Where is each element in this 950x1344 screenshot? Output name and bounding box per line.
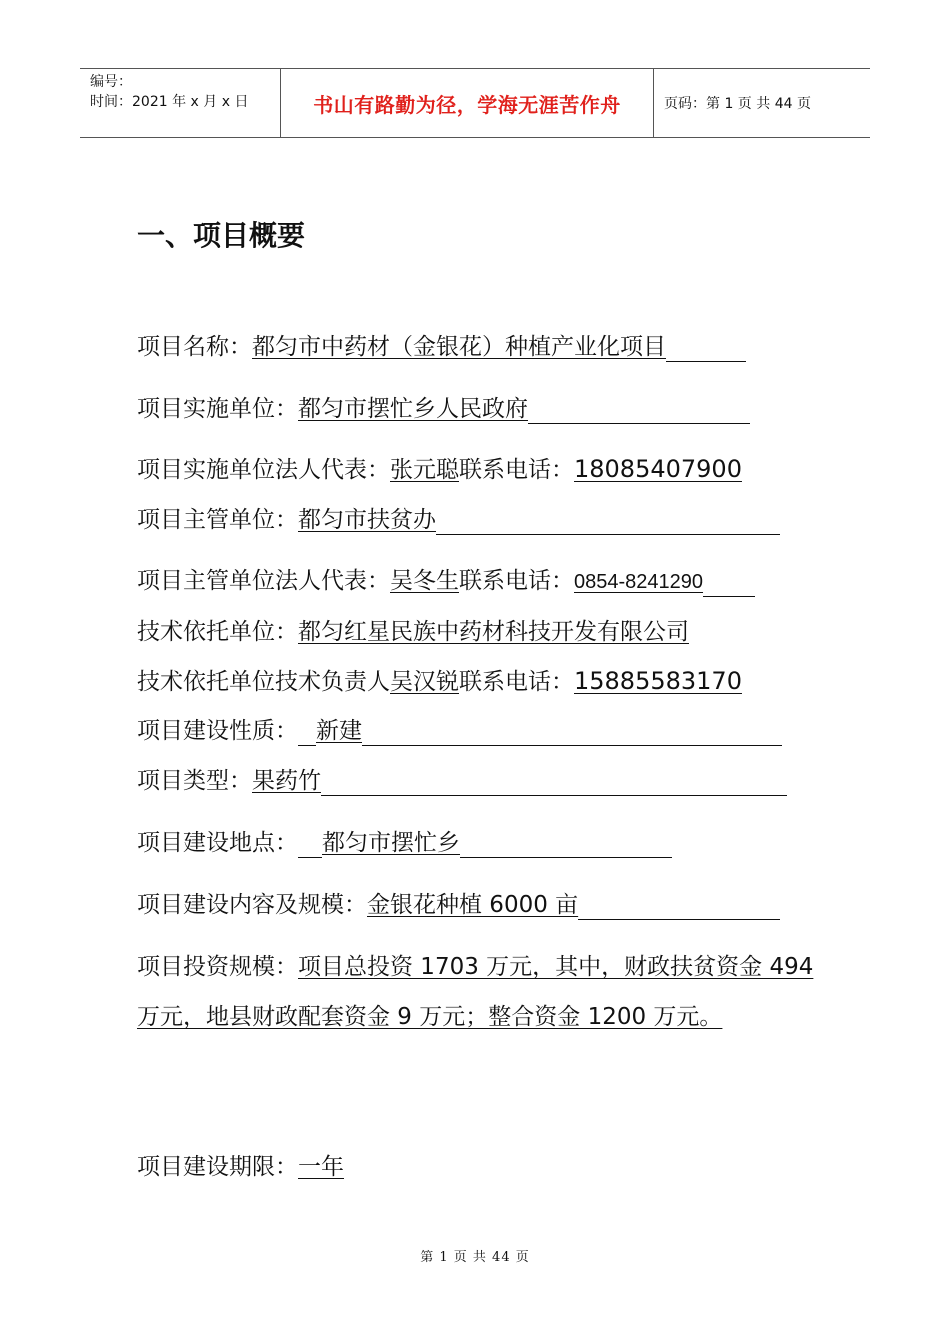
- period-value: 一年: [298, 1154, 344, 1180]
- investment-value: 项目总投资 1703 万元，其中，财政扶贫资金 494 万元，地县财政配套资金 9 万元；整合资金 1200 万元。: [137, 954, 814, 1030]
- project-name-value: 都匀市中药材（金银花）种植产业化项目: [252, 334, 666, 360]
- field-tech-unit: 技术依托单位：都匀红星民族中药材科技开发有限公司: [137, 619, 689, 645]
- field-location: 项目建设地点： 都匀市摆忙乡: [137, 828, 672, 858]
- field-mgmt-rep: 项目主管单位法人代表：吴冬生联系电话：0854-8241290: [137, 566, 755, 597]
- header-motto: 书山有路勤为径，学海无涯苦作舟: [313, 92, 621, 117]
- header-divider: [653, 69, 654, 137]
- doc-number-label: 编号：: [90, 74, 132, 90]
- field-period: 项目建设期限：一年: [137, 1154, 344, 1180]
- header-table: [80, 68, 870, 138]
- impl-unit-value: 都匀市摆忙乡人民政府: [298, 396, 528, 422]
- impl-rep-value: 张元聪: [390, 457, 459, 483]
- tech-unit-value: 都匀红星民族中药材科技开发有限公司: [298, 619, 689, 645]
- field-investment: 项目投资规模：项目总投资 1703 万元，其中，财政扶贫资金 494 万元，地县财政配套资金 9 万元；整合资金 1200 万元。: [137, 954, 814, 1030]
- section-title: 一、项目概要: [137, 219, 306, 252]
- field-mgmt-unit: 项目主管单位：都匀市扶贫办: [137, 505, 780, 535]
- impl-phone-value: 18085407900: [574, 455, 742, 483]
- page-footer: 第 1 页 共 44 页: [420, 1250, 530, 1265]
- mgmt-rep-value: 吴冬生: [390, 568, 459, 594]
- field-nature: 项目建设性质： 新建: [137, 716, 782, 746]
- field-type: 项目类型：果药竹: [137, 766, 787, 796]
- header-page-info: 页码：第 1 页 共 44 页: [664, 96, 811, 112]
- field-impl-rep: 项目实施单位法人代表：张元聪联系电话：18085407900: [137, 455, 742, 483]
- tech-phone-value: 15885583170: [574, 667, 742, 695]
- scope-value: 金银花种植 6000 亩: [367, 892, 579, 918]
- tech-lead-value: 吴汉锐: [390, 669, 459, 695]
- header-meta-cell: [80, 69, 280, 137]
- doc-time-label: 时间：2021 年 x 月 x 日: [90, 94, 249, 110]
- nature-value: 新建: [316, 718, 362, 744]
- field-impl-unit: 项目实施单位：都匀市摆忙乡人民政府: [137, 394, 750, 424]
- field-scope: 项目建设内容及规模：金银花种植 6000 亩: [137, 890, 780, 920]
- type-value: 果药竹: [252, 768, 321, 794]
- mgmt-unit-value: 都匀市扶贫办: [298, 507, 436, 533]
- field-tech-lead: 技术依托单位技术负责人吴汉锐联系电话：15885583170: [137, 667, 742, 695]
- mgmt-phone-value: 0854-8241290: [574, 571, 704, 593]
- location-value: 都匀市摆忙乡: [322, 830, 460, 856]
- field-project-name: 项目名称：都匀市中药材（金银花）种植产业化项目: [137, 332, 746, 362]
